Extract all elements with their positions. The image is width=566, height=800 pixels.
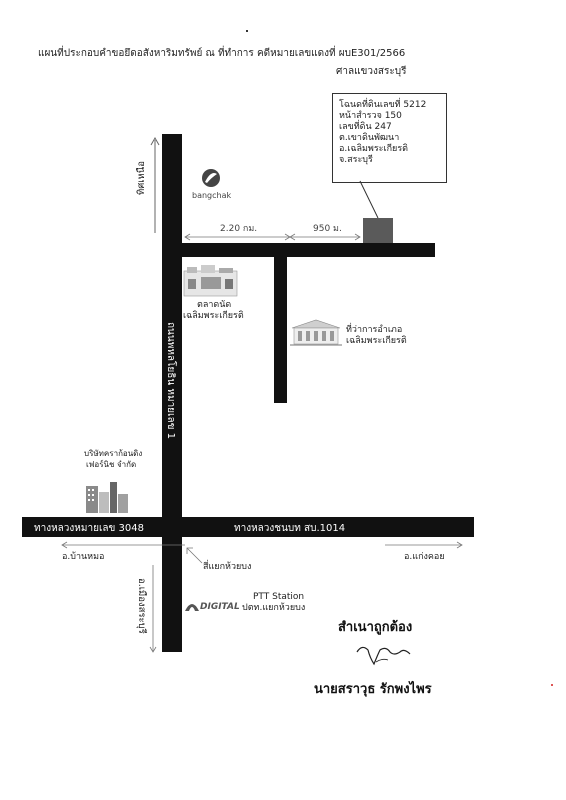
district-office-icon xyxy=(290,318,342,348)
company-label-line2: เฟอร์นิช จำกัด xyxy=(86,460,137,469)
north-label: ทิศเหนือ xyxy=(136,160,147,195)
bangchak-label: bangchak xyxy=(192,191,232,200)
distance-first: 2.20 กม. xyxy=(220,224,258,234)
ptt-logo-icon xyxy=(183,597,201,613)
land-subdistrict: ต.เขาดินพัฒนา xyxy=(339,133,400,143)
certifier-name: นายสราวุธ รักพงไพร xyxy=(314,682,432,697)
market-icon xyxy=(183,265,238,297)
land-deed-no: โฉนดที่ดินเลขที่ 5212 xyxy=(339,100,427,110)
bangchak-logo-icon xyxy=(196,168,226,190)
direction-kaeng-khoi: อ.แก่งคอย xyxy=(404,552,445,562)
ptt-brand-label: DIGITAL xyxy=(200,602,240,612)
ptt-station-line1: PTT Station xyxy=(253,592,305,602)
district-office-line1: ที่ว่าการอำเภอ xyxy=(346,325,403,335)
signature-icon xyxy=(352,640,422,670)
district-office-line2: เฉลิมพระเกียรติ xyxy=(346,336,407,346)
distance-second: 950 ม. xyxy=(313,224,342,234)
market-label-line1: ตลาดนัด xyxy=(197,300,232,310)
court-name: ศาลแขวงสระบุรี xyxy=(336,66,407,77)
highway-1014-label: ทางหลวงชนบท สบ.1014 xyxy=(234,523,346,534)
company-building-icon xyxy=(82,480,132,514)
land-parcel-no: เลขที่ดิน 247 xyxy=(339,122,392,132)
market-label-line2: เฉลิมพระเกียรติ xyxy=(183,311,244,321)
certification-title: สำเนาถูกต้อง xyxy=(338,620,413,635)
ptt-station-line2: ปตท.แยกห้วยบง xyxy=(242,603,306,613)
red-speck xyxy=(551,684,553,686)
land-province: จ.สระบุรี xyxy=(339,155,373,165)
direction-mueang-saraburi: อ.เมืองสระบุรี xyxy=(136,578,147,634)
highway-3048-label: ทางหลวงหมายเลข 3048 xyxy=(34,523,144,534)
company-label-line1: บริษัทคราก้อนดิง xyxy=(84,449,143,458)
phahonyothin-label: ถนนพหลโยธิน หมายเลข 1 xyxy=(165,322,176,439)
intersection-label: สี่แยกห้วยบง xyxy=(203,562,252,572)
direction-ban-mo: อ.บ้านหมอ xyxy=(62,552,105,562)
map-title: แผนที่ประกอบคำขอยึดอสังหาริมทรัพย์ ณ ที่ทำการ คดีหมายเลขแดงที่ ผบE301/2566 xyxy=(38,48,406,59)
land-district: อ.เฉลิมพระเกียรติ xyxy=(339,144,408,154)
land-survey-page: หน้าสำรวจ 150 xyxy=(339,111,402,121)
